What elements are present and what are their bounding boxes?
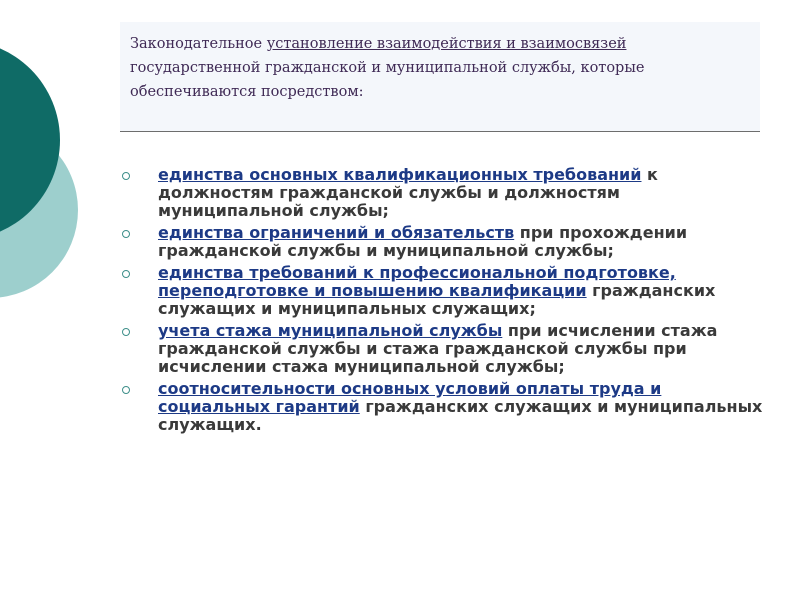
item-text: гражданских служащих и муниципальных служащих. bbox=[158, 397, 763, 434]
list-item bbox=[120, 224, 770, 260]
bullet-icon bbox=[122, 386, 130, 394]
item-link[interactable]: единства ограничений и обязательств bbox=[158, 223, 515, 242]
bullet-icon bbox=[122, 270, 130, 278]
item-link[interactable]: соотносительности основных условий оплаты труда и социальных гарантий bbox=[158, 379, 662, 416]
list-item bbox=[120, 322, 770, 376]
decorative-circles bbox=[0, 0, 130, 600]
item-text: при исчислении стажа гражданской службы и стажа гражданской службы при исчислении стажа муниципальной службы; bbox=[158, 321, 718, 376]
list-item bbox=[120, 264, 770, 318]
item-link[interactable]: единства основных квалификационных требований bbox=[158, 165, 642, 184]
item-link[interactable]: учета стажа муниципальной службы bbox=[158, 321, 503, 340]
list-item bbox=[120, 166, 770, 220]
bullet-list bbox=[120, 166, 770, 438]
bullet-icon bbox=[122, 172, 130, 180]
list-item bbox=[120, 380, 770, 434]
item-link[interactable]: единства требований к профессиональной подготовке, переподготовке и повышению квалификации bbox=[158, 263, 676, 300]
bullet-icon bbox=[122, 230, 130, 238]
item-text: гражданских служащих и муниципальных служащих; bbox=[158, 281, 716, 318]
title-part-2: государственной гражданской и муниципальной службы, которые обеспечиваются посредством: bbox=[130, 60, 645, 100]
item-text: при прохождении гражданской службы и муниципальной службы; bbox=[158, 223, 688, 260]
title-box bbox=[120, 22, 760, 132]
slide-title bbox=[130, 32, 760, 104]
item-text: к должностям гражданской службы и должностям муниципальной службы; bbox=[158, 165, 658, 220]
title-link-1[interactable]: установление взаимодействия и взаимосвязей bbox=[266, 36, 627, 52]
bullet-icon bbox=[122, 328, 130, 336]
title-part-1: Законодательное bbox=[130, 36, 267, 52]
